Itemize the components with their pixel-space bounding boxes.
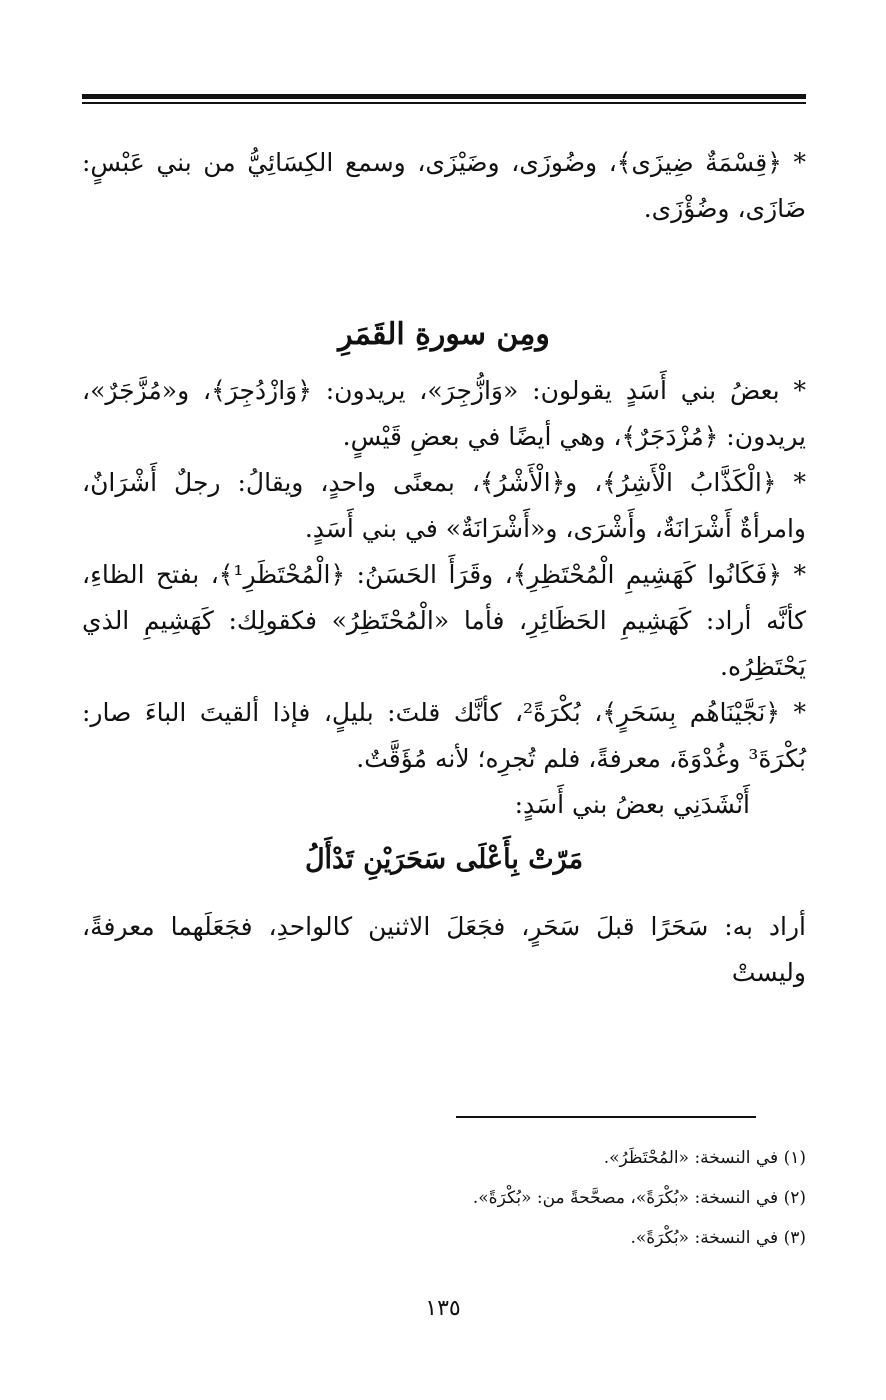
paragraph-muhtazir: * ﴿فَكَانُوا كَهَشِيمِ الْمُحْتَظِرِ﴾، وقَرَأَ الحَسَنُ: ﴿الْمُحْتَظَرِ¹﴾، بفتح الظاءِ، كأنَّه أراد: كَهَشِيمِ الحَظَائِرِ، فأما «الْمُحْتَظِرُ» فكقولِك: كَهَشِيمِ الذي يَحْتَظِرُه.: [82, 560, 806, 681]
paragraph-izdujira: * بعضُ بني أَسَدٍ يقولون: «وَازُّجِرَ»، يريدون: ﴿وَازْدُجِرَ﴾، و«مُزَّجَرٌ»، يريدون: ﴿مُزْدَجَرٌ﴾، وهي أيضًا في بعضِ قَيْسٍ.: [82, 376, 806, 451]
surah-heading: ومِن سورةِ القَمَرِ: [338, 317, 550, 352]
footnote-1: (١) في النسخة: «المُحْتَظَرُ».: [603, 1148, 806, 1168]
footnote-2: (٢) في النسخة: «بُكْرَةً»، مصحَّحةً من: «بُكْرَةً».: [472, 1188, 806, 1208]
footnotes: [82, 1138, 806, 1258]
paragraph-arada: أراد به: سَحَرًا قبلَ سَحَرٍ، فجَعَلَ الاثنين كالواحدِ، فجَعَلَهما معرفةً، وليستْ: [82, 912, 806, 987]
paragraph-dizaa: * ﴿قِسْمَةٌ ضِيزَى﴾، وضُوزَى، وضَيْزَى، وسمع الكِسَائِيُّ من بني عَبْسٍ: ضَازَى، وضُؤْزَى.: [82, 148, 806, 223]
paragraph-anshadani: أَنْشَدَنِي بعضُ بني أَسَدٍ:: [514, 790, 750, 819]
paragraph-ashir: * ﴿الْكَذَّابُ الْأَشِرُ﴾، و﴿الْأَشْرُ﴾، بمعنًى واحدٍ، ويقالُ: رجلٌ أَشْرَانٌ، وامرأةٌ أَشْرَانَةٌ، وأَشْرَى، و«أَشْرَانَةٌ» في بني أَسَدٍ.: [82, 468, 806, 543]
paragraph-sahar: * ﴿نَجَّيْنَاهُم بِسَحَرٍ﴾، بُكْرَةً²، كأنَّك قلتَ: بليلٍ، فإذا ألقيتَ الباءَ صار: بُكْرَةَ³ وغُدْوَةَ، معرفةً، فلم تُجرِه؛ لأنه مُؤَقَّتٌ.: [82, 698, 806, 773]
footnote-separator: [456, 1116, 756, 1118]
page-number: ١٣٥: [425, 1296, 461, 1321]
top-rule-thin: [82, 102, 806, 104]
top-rule-thick: [82, 94, 806, 99]
page-body: [82, 140, 806, 996]
footnote-3: (٣) في النسخة: «بُكْرَةً».: [630, 1228, 806, 1248]
poetry-verse: مَرّتْ بِأَعْلَى سَحَرَيْنِ تَدْأَلُ: [304, 844, 584, 875]
